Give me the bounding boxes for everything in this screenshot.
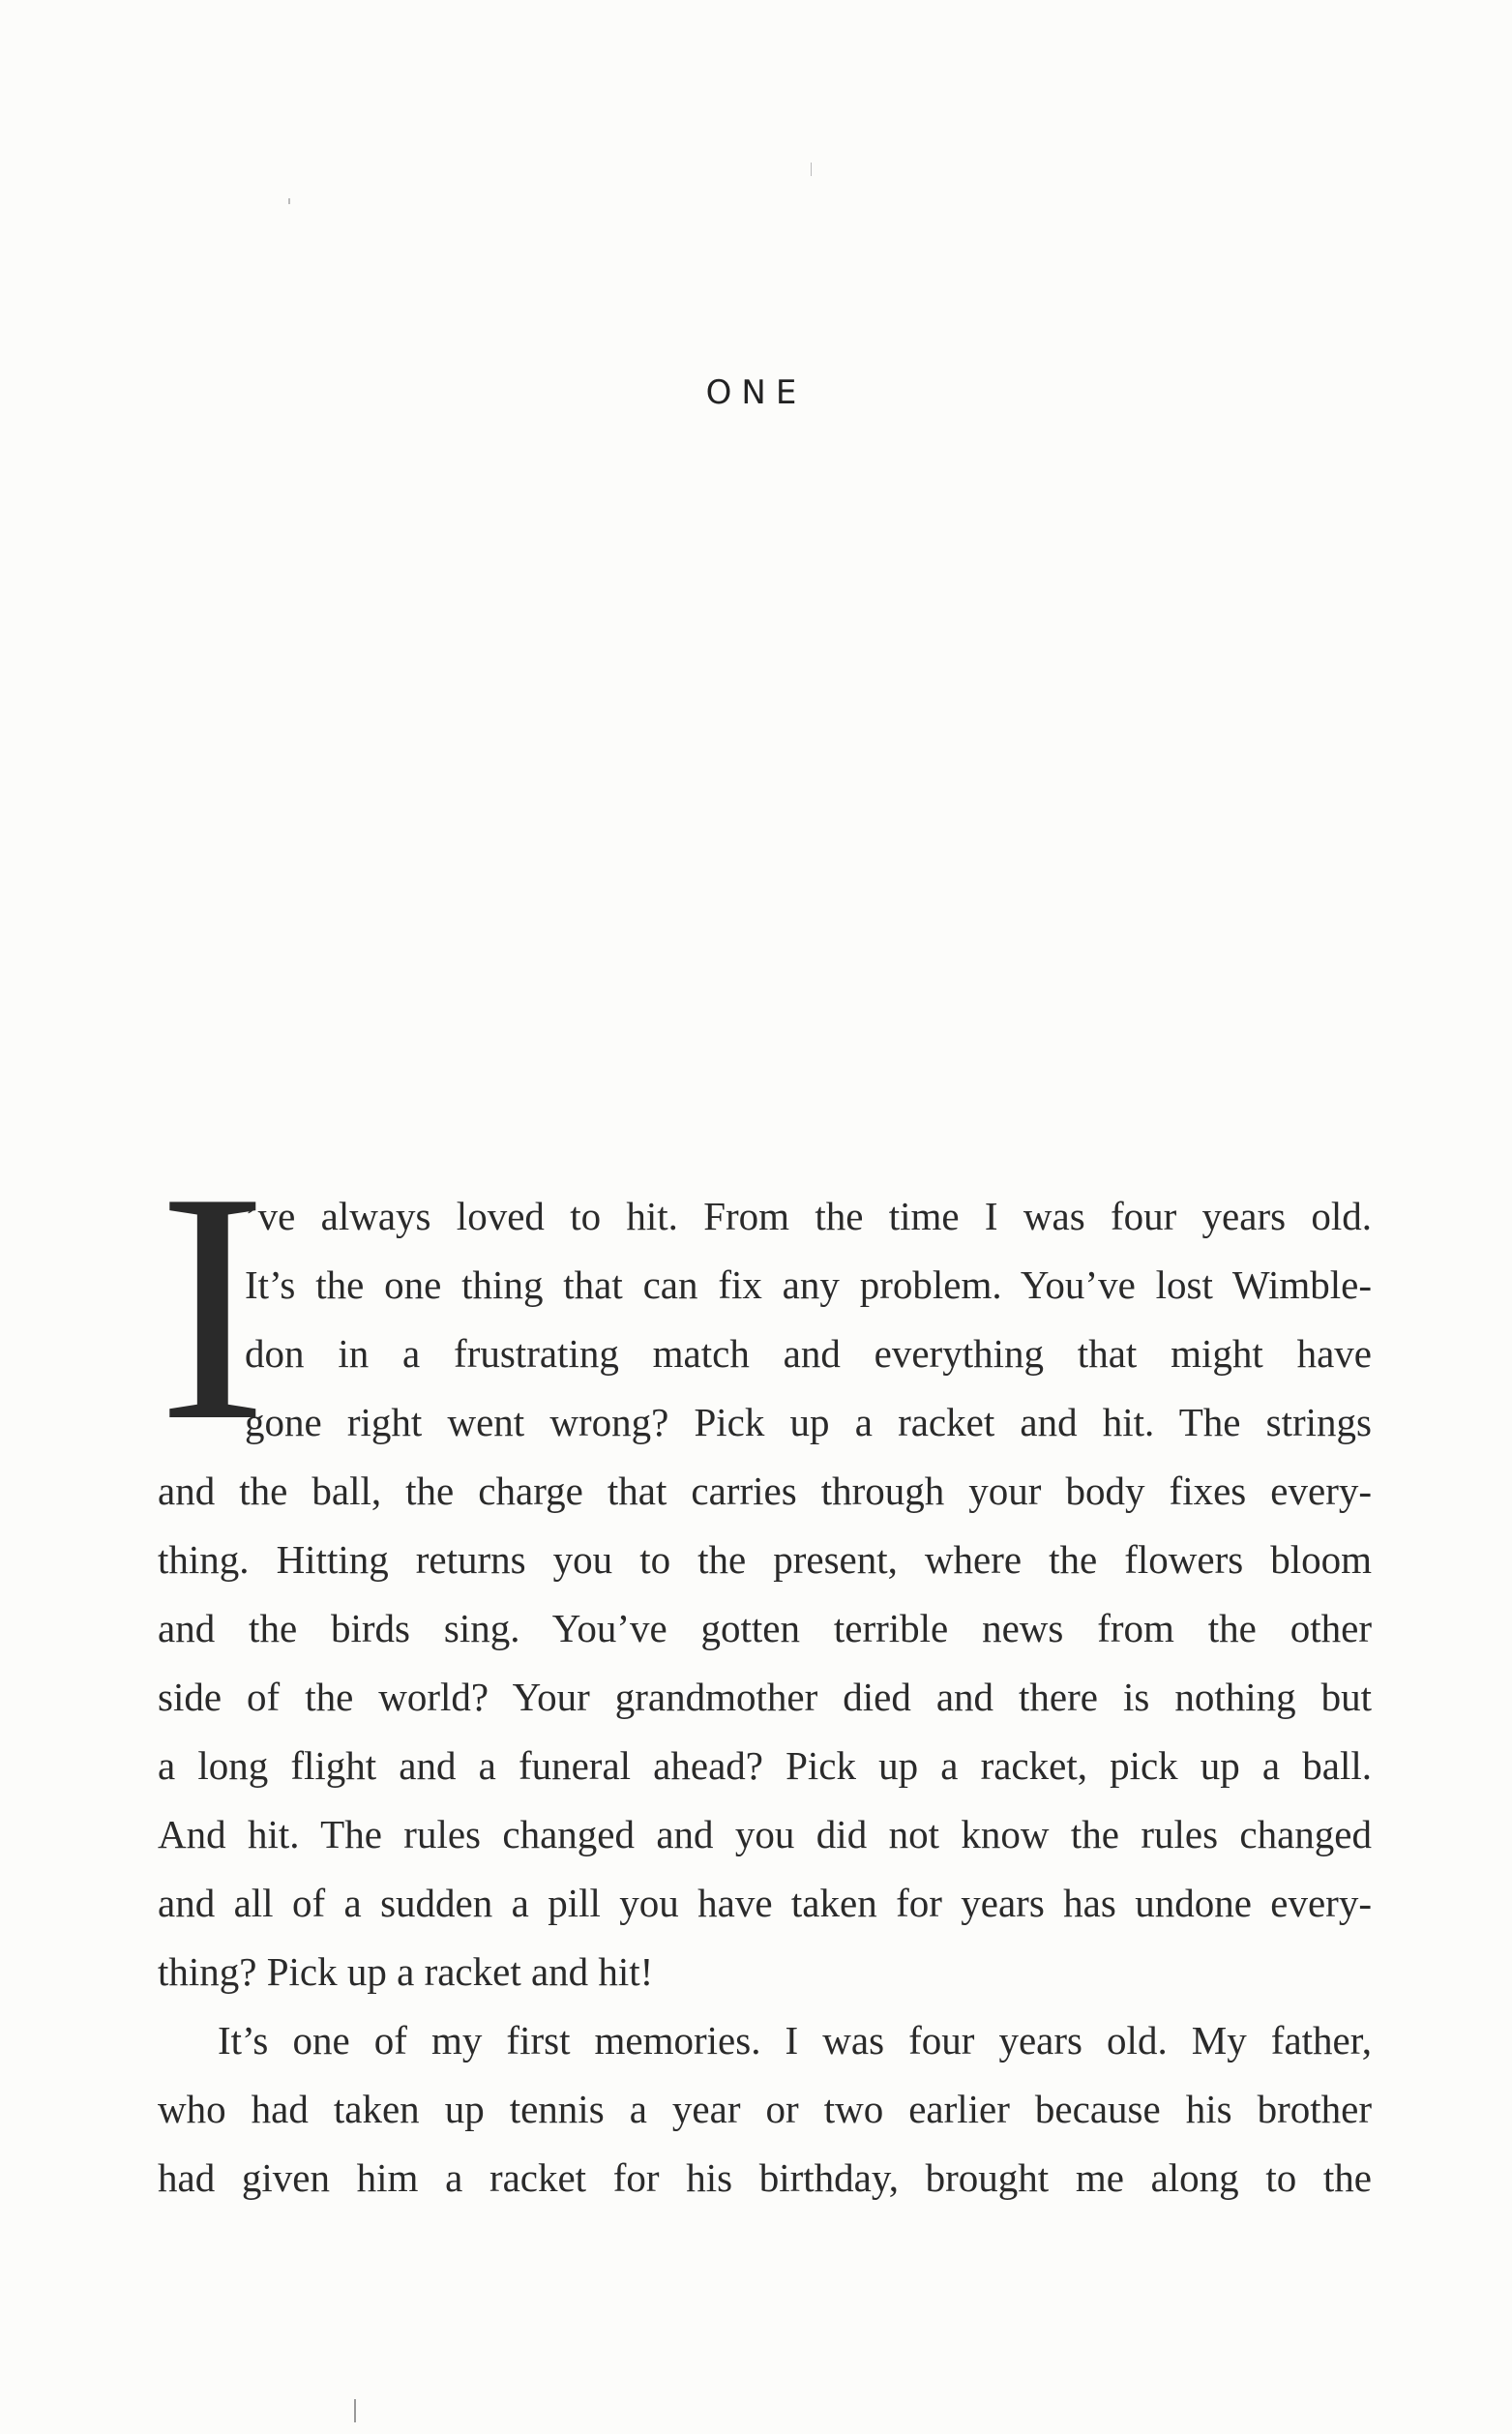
text-line: had given him a racket for his birthday, brought me along to the: [158, 2155, 1372, 2200]
text-line: It’s one of my first memories. I was four years old. My father,: [218, 2018, 1372, 2063]
text-line: and the birds sing. You’ve gotten terrible news from the other: [158, 1606, 1372, 1650]
text-line: ’ve always loved to hit. From the time I was four years old.: [245, 1194, 1372, 1238]
text-line: don in a frustrating match and everything that might have: [245, 1331, 1372, 1376]
body-text: [158, 1182, 1372, 2212]
text-line: and all of a sudden a pill you have taken for years has undone every-: [158, 1881, 1372, 1925]
text-line: a long flight and a funeral ahead? Pick up a racket, pick up a ball.: [158, 1743, 1372, 1788]
text-line: who had taken up tennis a year or two earlier because his brother: [158, 2087, 1372, 2131]
text-line: side of the world? Your grandmother died and there is nothing but: [158, 1675, 1372, 1719]
text-line: It’s the one thing that can fix any problem. You’ve lost Wimble-: [245, 1262, 1372, 1307]
text-line: and the ball, the charge that carries through your body fixes every-: [158, 1469, 1372, 1513]
text-line: And hit. The rules changed and you did not know the rules changed: [158, 1812, 1372, 1856]
drop-cap: I: [158, 1176, 268, 1451]
text-line: thing? Pick up a racket and hit!: [158, 1949, 654, 1994]
scan-speck: [288, 198, 290, 204]
text-line: gone right went wrong? Pick up a racket and hit. The strings: [245, 1400, 1372, 1444]
text-line: thing. Hitting returns you to the present, where the flowers bloom: [158, 1537, 1372, 1582]
scan-speck: [811, 163, 812, 176]
scan-speck: [354, 2399, 356, 2422]
chapter-heading: ONE: [705, 373, 807, 412]
